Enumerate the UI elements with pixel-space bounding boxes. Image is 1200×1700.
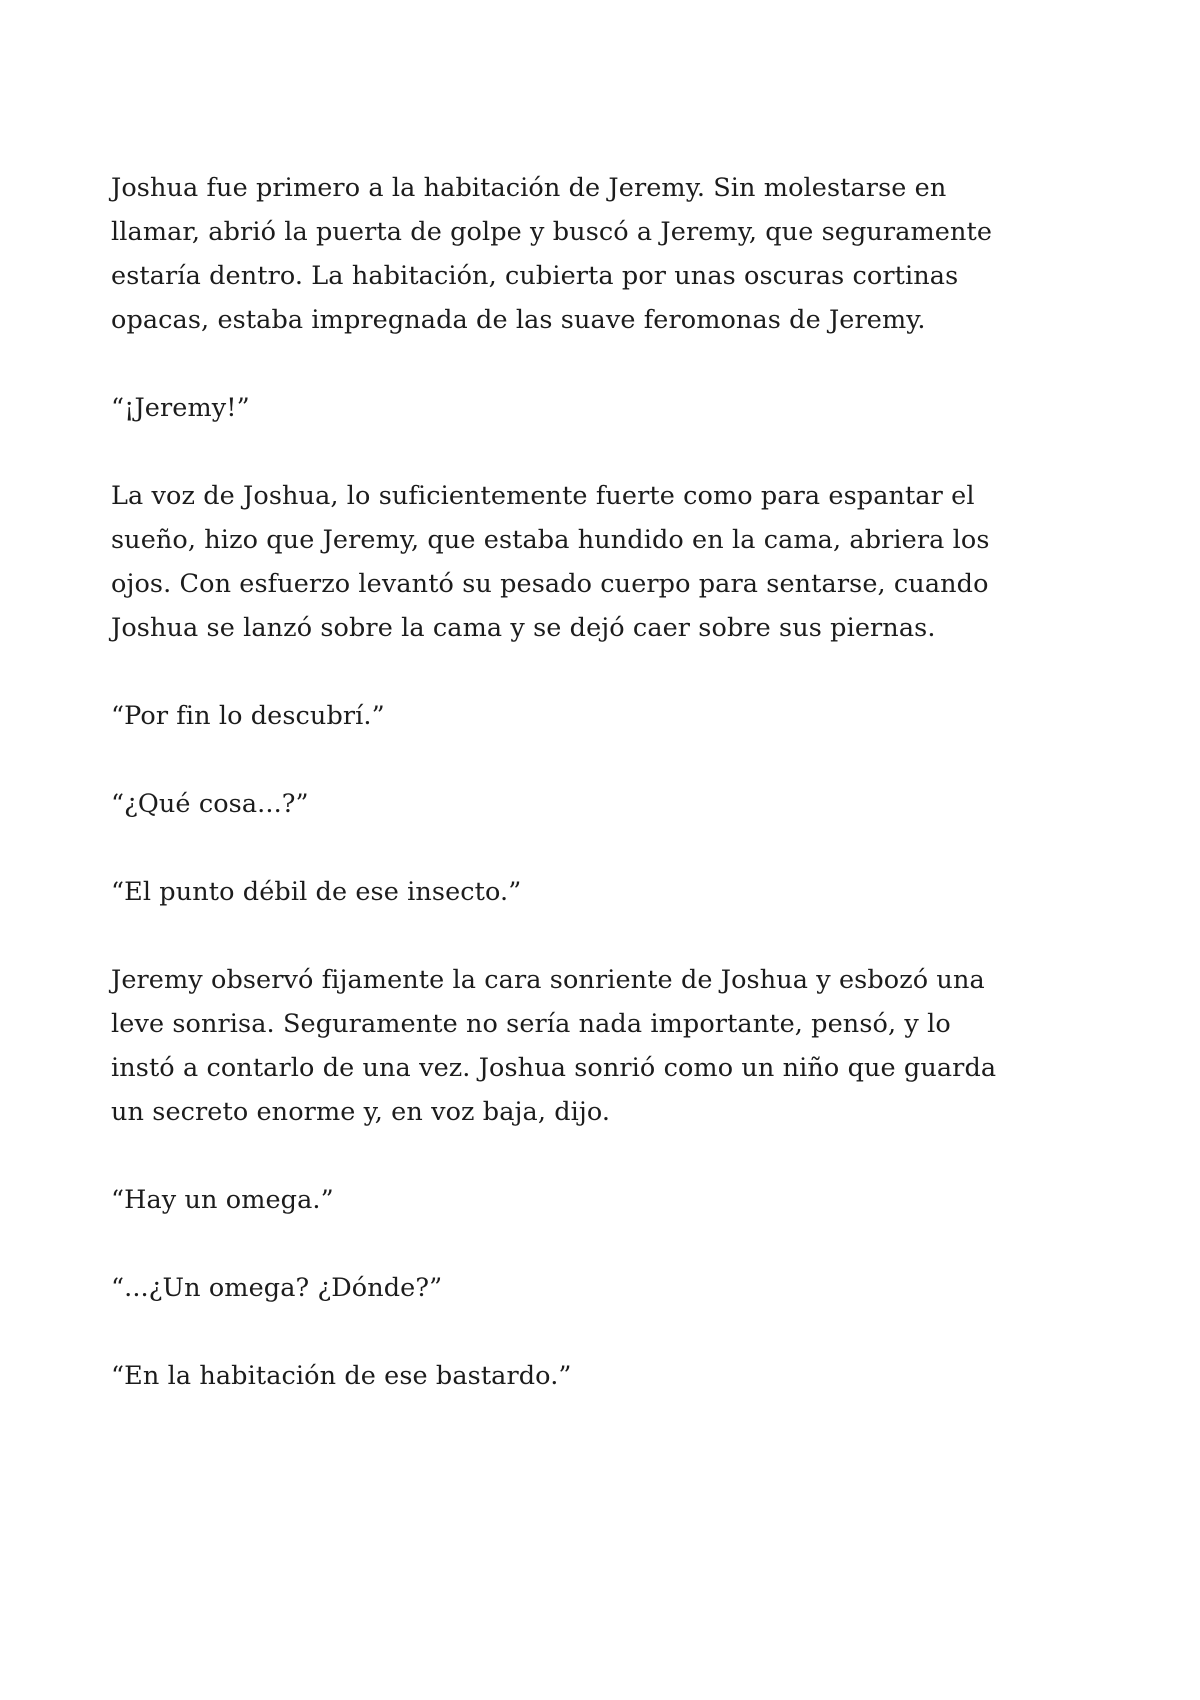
text-line: estaría dentro. La habitación, cubierta por unas oscuras cortinas bbox=[111, 261, 959, 291]
text-line: “...¿Un omega? ¿Dónde?” bbox=[111, 1273, 443, 1303]
text-line: La voz de Joshua, lo suficientemente fuerte como para espantar el bbox=[111, 481, 975, 511]
text-line: Joshua fue primero a la habitación de Jeremy. Sin molestarse en bbox=[111, 173, 947, 203]
text-line: llamar, abrió la puerta de golpe y buscó a Jeremy, que seguramente bbox=[111, 217, 993, 247]
paragraph-dialogue-3 bbox=[111, 782, 1011, 826]
paragraph-dialogue-2 bbox=[111, 694, 1011, 738]
document-body bbox=[111, 166, 1011, 1442]
paragraph-dialogue-5 bbox=[111, 1178, 1011, 1222]
text-line: “El punto débil de ese insecto.” bbox=[111, 877, 522, 907]
text-line: instó a contarlo de una vez. Joshua sonrió como un niño que guarda bbox=[111, 1053, 997, 1083]
text-line: Jeremy observó fijamente la cara sonriente de Joshua y esbozó una bbox=[111, 965, 985, 995]
paragraph-narration-1 bbox=[111, 166, 1011, 342]
text-line: ojos. Con esfuerzo levantó su pesado cuerpo para sentarse, cuando bbox=[111, 569, 989, 599]
paragraph-dialogue-7 bbox=[111, 1354, 1011, 1398]
text-line: Joshua se lanzó sobre la cama y se dejó caer sobre sus piernas. bbox=[111, 613, 936, 643]
text-line: “Por fin lo descubrí.” bbox=[111, 701, 385, 731]
paragraph-dialogue-4 bbox=[111, 870, 1011, 914]
text-line: “¡Jeremy!” bbox=[111, 393, 250, 423]
text-line: un secreto enorme y, en voz baja, dijo. bbox=[111, 1097, 611, 1127]
paragraph-dialogue-6 bbox=[111, 1266, 1011, 1310]
text-line: “Hay un omega.” bbox=[111, 1185, 334, 1215]
text-line: “¿Qué cosa...?” bbox=[111, 789, 309, 819]
paragraph-narration-3 bbox=[111, 958, 1011, 1134]
paragraph-narration-2 bbox=[111, 474, 1011, 650]
text-line: leve sonrisa. Seguramente no sería nada importante, pensó, y lo bbox=[111, 1009, 951, 1039]
text-line: “En la habitación de ese bastardo.” bbox=[111, 1361, 572, 1391]
text-line: opacas, estaba impregnada de las suave feromonas de Jeremy. bbox=[111, 305, 926, 335]
text-line: sueño, hizo que Jeremy, que estaba hundido en la cama, abriera los bbox=[111, 525, 990, 555]
paragraph-dialogue-1 bbox=[111, 386, 1011, 430]
